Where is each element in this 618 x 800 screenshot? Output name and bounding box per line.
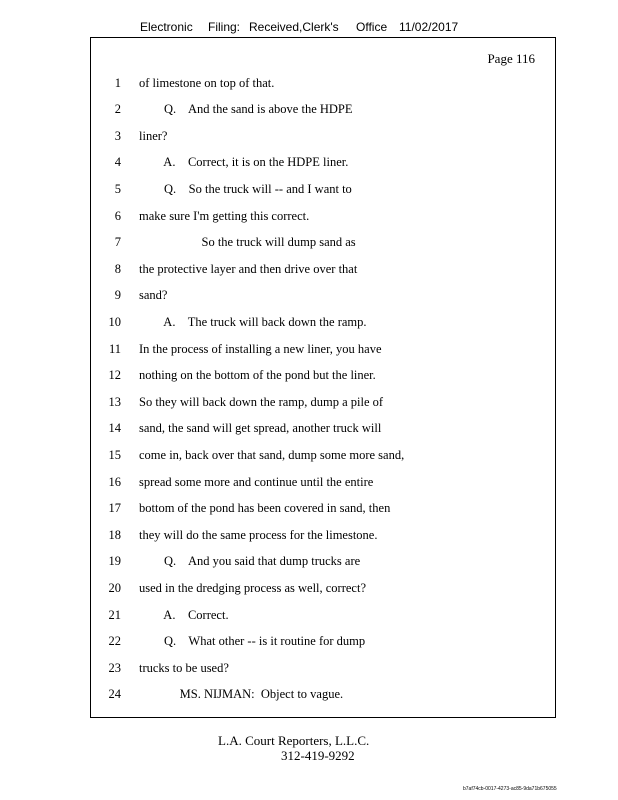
transcript-line: [91, 208, 555, 224]
line-text: Q. And you said that dump trucks are: [139, 554, 361, 568]
line-number: 20: [108, 581, 121, 595]
line-number: 8: [114, 262, 121, 276]
line-number: 24: [108, 687, 121, 701]
header-date: 11/02/2017: [399, 20, 459, 34]
line-text: of limestone on top of that.: [139, 76, 275, 90]
header-filing: Filing:: [208, 20, 241, 34]
transcript-line: [91, 181, 555, 197]
line-text: So they will back down the ramp, dump a pile of: [139, 395, 384, 409]
line-text: bottom of the pond has been covered in sand, then: [139, 501, 391, 515]
line-text: nothing on the bottom of the pond but the liner.: [139, 368, 376, 382]
line-number: 12: [108, 368, 121, 382]
transcript-line: [91, 261, 555, 277]
transcript-line: [91, 367, 555, 383]
line-text: make sure I'm getting this correct.: [139, 209, 310, 223]
line-text: spread some more and continue until the entire: [139, 475, 374, 489]
line-text: So the truck will dump sand as: [139, 235, 356, 249]
transcript-line: [91, 553, 555, 569]
transcript-line: [91, 394, 555, 410]
transcript-line: [91, 660, 555, 676]
page-number: Page 116: [487, 51, 535, 66]
line-number: 13: [108, 395, 121, 409]
document-id: b7af74cb-0017-4273-ac85-9da71b675055: [463, 786, 557, 792]
line-text: sand, the sand will get spread, another truck will: [139, 421, 382, 435]
line-text: come in, back over that sand, dump some more sand,: [139, 448, 405, 462]
line-text: used in the dredging process as well, correct?: [139, 581, 367, 595]
transcript-line: [91, 580, 555, 596]
line-number: 22: [108, 634, 121, 648]
line-text: A. Correct, it is on the HDPE liner.: [139, 155, 349, 169]
line-number: 16: [108, 475, 121, 489]
line-number: 15: [108, 448, 121, 462]
line-text: A. The truck will back down the ramp.: [139, 315, 367, 329]
transcript-line: [91, 686, 555, 702]
line-number: 7: [114, 235, 121, 249]
footer-phone: 312-419-9292: [281, 748, 355, 763]
line-number: 23: [108, 661, 121, 675]
line-number: 11: [108, 342, 121, 356]
footer-company: L.A. Court Reporters, L.L.C.: [218, 733, 370, 748]
line-number: 6: [114, 209, 121, 223]
transcript-line: [91, 234, 555, 250]
transcript-line: [91, 314, 555, 330]
transcript-line: [91, 287, 555, 303]
line-number: 5: [114, 182, 121, 196]
transcript-line: [91, 75, 555, 91]
line-text: Q. So the truck will -- and I want to: [139, 182, 352, 196]
line-number: 18: [108, 528, 121, 542]
line-text: trucks to be used?: [139, 661, 229, 675]
line-text: liner?: [139, 129, 168, 143]
header-office: Office: [356, 20, 388, 34]
line-text: Q. What other -- is it routine for dump: [139, 634, 366, 648]
transcript-line: [91, 607, 555, 623]
line-text: the protective layer and then drive over that: [139, 262, 358, 276]
line-text: sand?: [139, 288, 168, 302]
transcript-line: [91, 447, 555, 463]
line-number: 3: [114, 129, 121, 143]
transcript-line: [91, 527, 555, 543]
transcript-line: [91, 101, 555, 117]
line-number: 19: [108, 554, 121, 568]
line-number: 1: [114, 76, 121, 90]
line-text: they will do the same process for the limestone.: [139, 528, 378, 542]
transcript-line: [91, 128, 555, 144]
line-number: 2: [114, 102, 121, 116]
header-electronic: Electronic: [140, 20, 193, 34]
line-number: 21: [108, 608, 121, 622]
transcript-line: [91, 500, 555, 516]
line-number: 4: [114, 155, 121, 169]
transcript-line: [91, 154, 555, 170]
line-number: 17: [108, 501, 121, 515]
line-text: A. Correct.: [139, 608, 229, 622]
line-text: Q. And the sand is above the HDPE: [139, 102, 353, 116]
line-number: 9: [114, 288, 121, 302]
transcript-line: [91, 633, 555, 649]
line-number: 14: [108, 421, 121, 435]
header-received: Received,Clerk's: [249, 20, 339, 34]
line-number: 10: [108, 315, 121, 329]
transcript-line: [91, 420, 555, 436]
line-text: In the process of installing a new liner, you have: [139, 342, 382, 356]
transcript-line: [91, 474, 555, 490]
transcript-page-frame: [90, 37, 556, 718]
line-text: MS. NIJMAN: Object to vague.: [139, 687, 344, 701]
transcript-line: [91, 341, 555, 357]
